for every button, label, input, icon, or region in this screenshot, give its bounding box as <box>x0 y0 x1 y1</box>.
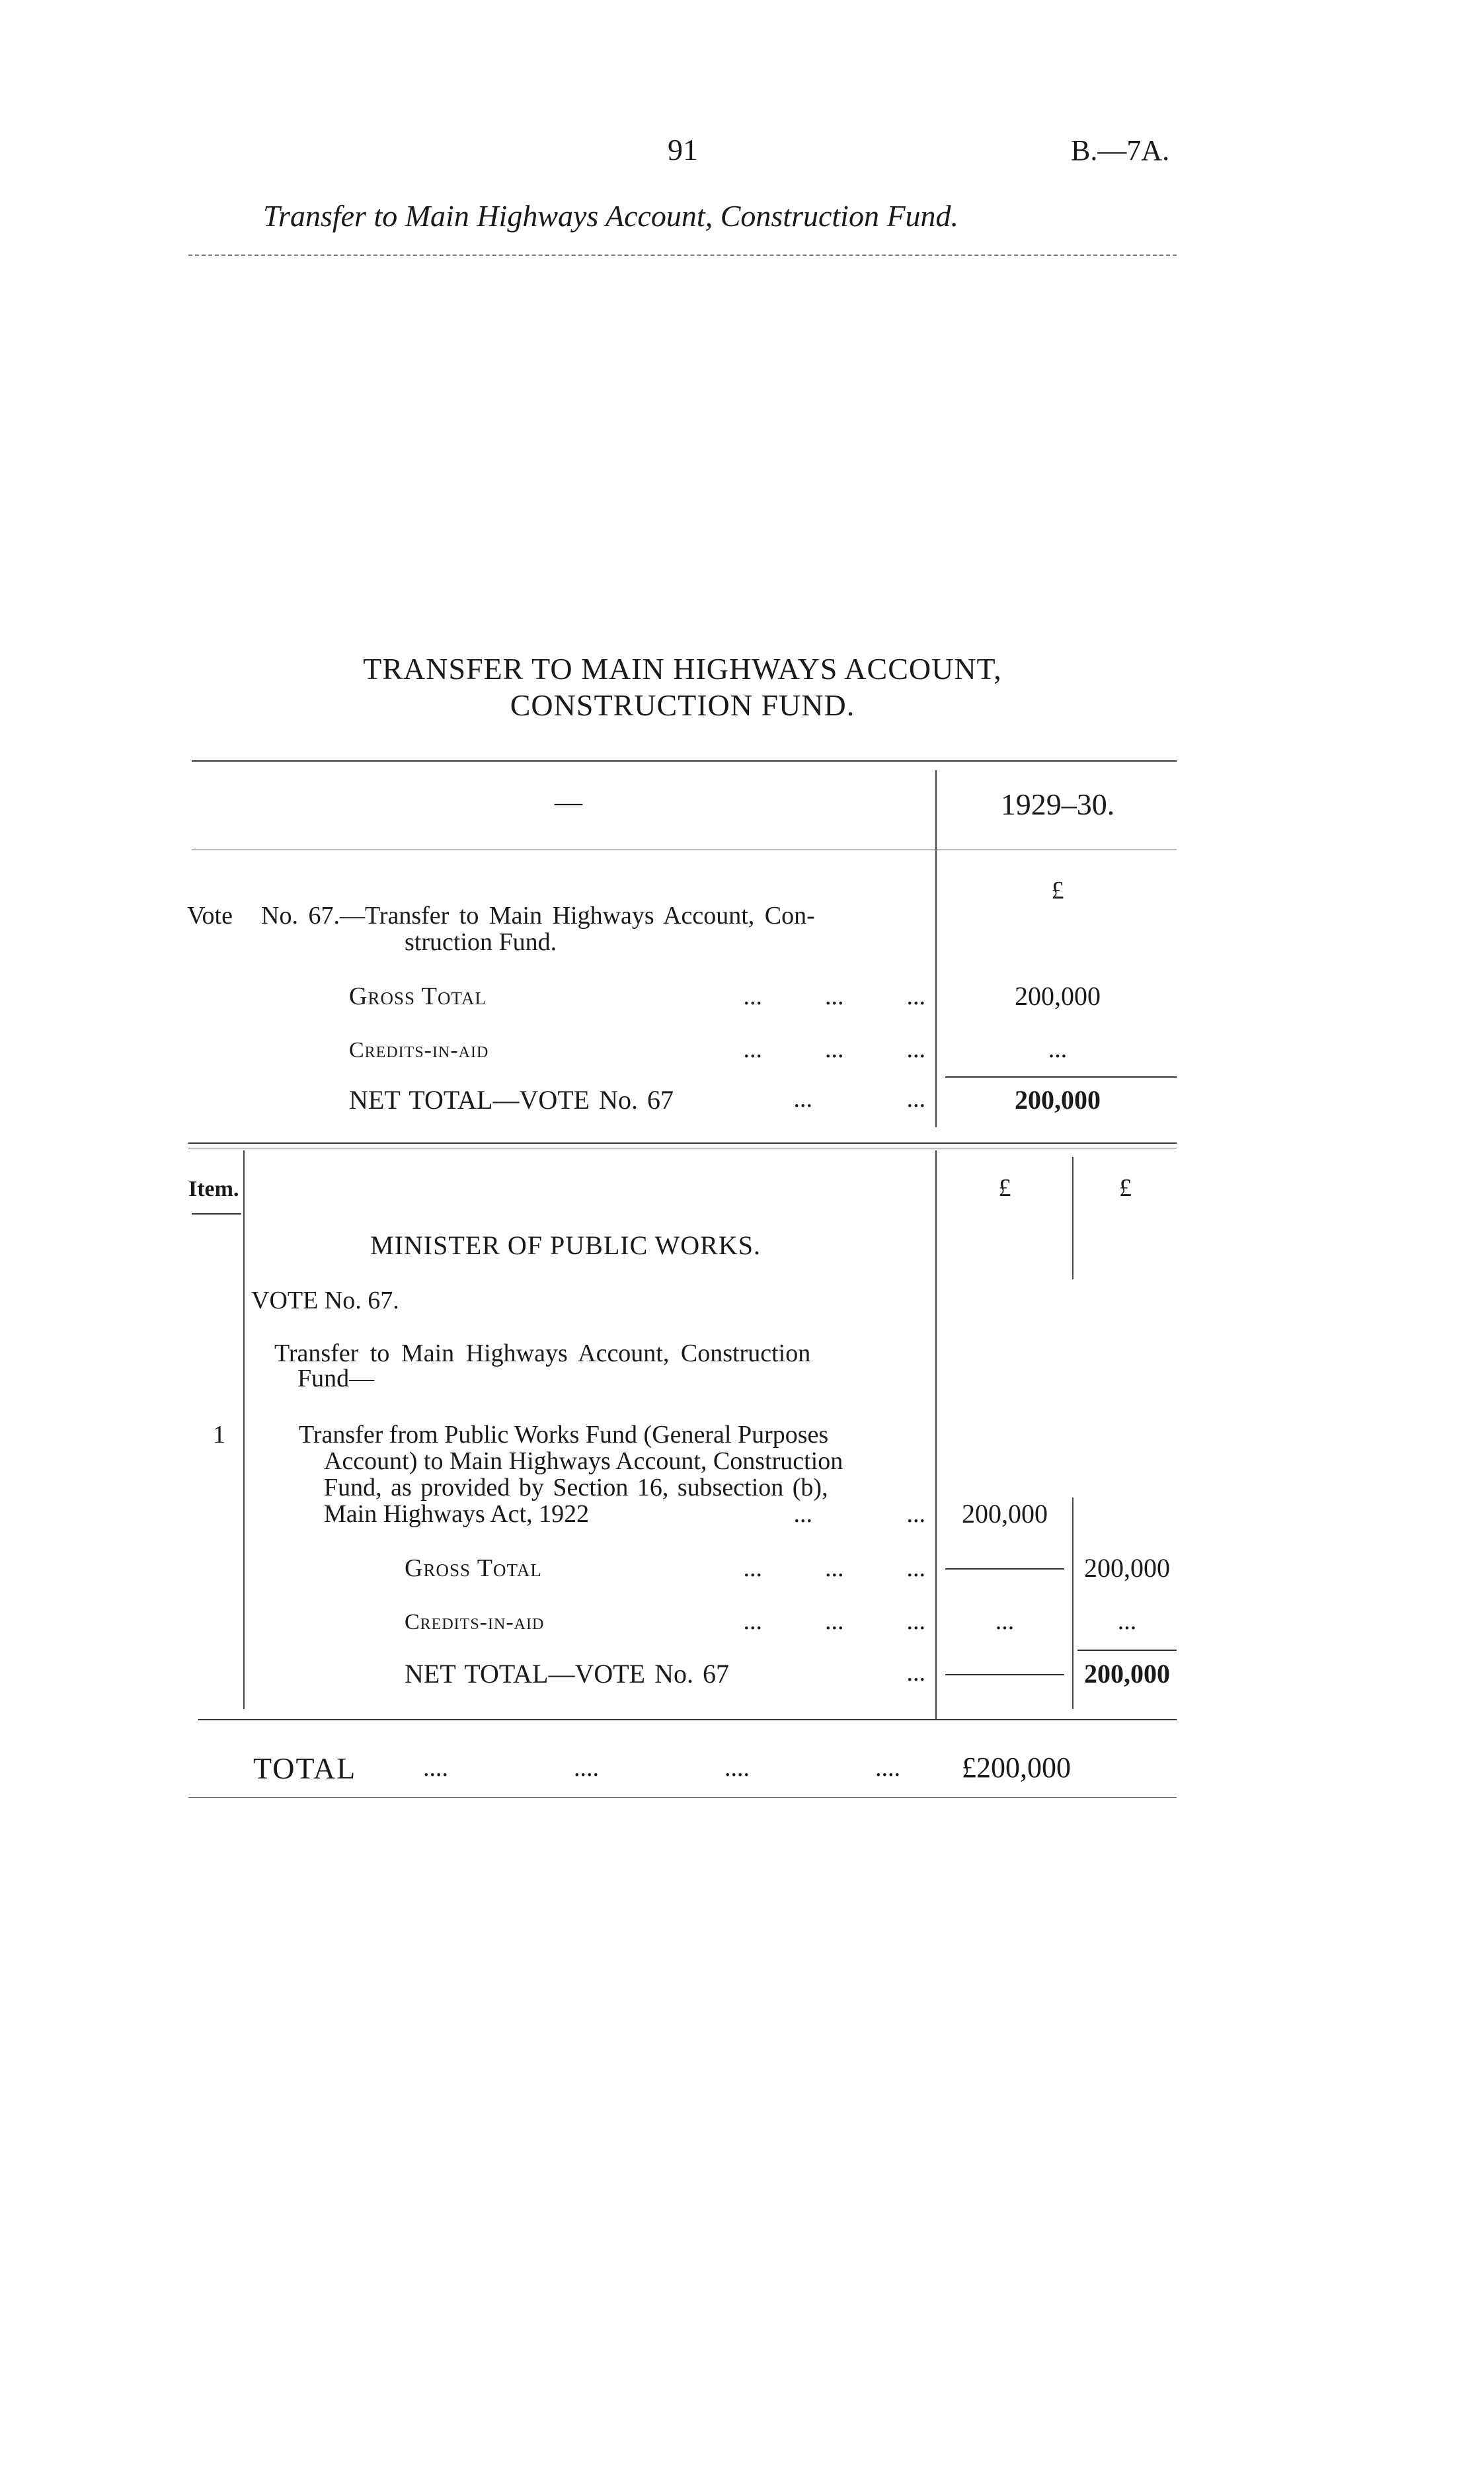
subhead-line-2: Fund— <box>297 1365 375 1392</box>
detail-gross-total-leader: ... ... ... <box>743 1554 925 1582</box>
vote-prefix: Vote <box>187 902 233 930</box>
summary-gross-total-label: Gross Total <box>349 982 487 1010</box>
running-title: Transfer to Main Highways Account, Construction Fund. <box>263 199 959 233</box>
item-description-line-3: Fund, as provided by Section 16, subsection (b), <box>324 1474 828 1501</box>
item-description-line-4: Main Highways Act, 1922 <box>324 1500 590 1528</box>
summary-gross-total-value: 200,000 <box>1015 981 1101 1011</box>
summary-credits-in-aid-label: Credits-in-aid <box>349 1038 489 1062</box>
item-amount: 200,000 <box>962 1499 1048 1529</box>
header-rule <box>188 255 1177 256</box>
item-column-header: Item. <box>188 1177 239 1201</box>
detail-net-total-label: NET TOTAL—VOTE No. 67 <box>405 1659 729 1689</box>
detail-credits-in-aid-label: Credits-in-aid <box>405 1610 545 1634</box>
main-title-line-1: TRANSFER TO MAIN HIGHWAYS ACCOUNT, <box>363 652 1002 686</box>
main-title-line-2: CONSTRUCTION FUND. <box>510 688 855 722</box>
summary-table-top-rule <box>192 760 1177 762</box>
item-leader: ... ... <box>793 1500 925 1528</box>
detail-credits-in-aid-col2: ... <box>1117 1607 1137 1635</box>
detail-amount-column-divider-lower <box>1072 1498 1074 1709</box>
vote-description-line-1: No. 67.—Transfer to Main Highways Account, Con- <box>261 902 815 930</box>
detail-net-total-rule <box>945 1674 1064 1675</box>
detail-net-total-rule-upper <box>1077 1650 1177 1651</box>
grand-total-label: TOTAL <box>253 1751 357 1785</box>
summary-credits-in-aid-leader: ... ... ... <box>743 1035 925 1063</box>
detail-currency-column-1: £ <box>998 1174 1011 1202</box>
page-number: 91 <box>668 133 698 167</box>
detail-net-total-value: 200,000 <box>1084 1659 1170 1689</box>
grand-total-value: £200,000 <box>962 1751 1071 1784</box>
summary-currency-symbol: £ <box>1051 877 1064 904</box>
detail-table-top-rule <box>188 1142 1177 1144</box>
summary-gross-total-leader: ... ... ... <box>743 982 925 1010</box>
grand-total-rule <box>188 1797 1177 1798</box>
detail-gross-total-rule <box>945 1568 1064 1570</box>
summary-net-total-label: NET TOTAL—VOTE No. 67 <box>349 1085 674 1115</box>
detail-item-column-divider <box>243 1150 245 1709</box>
vote-description-line-2: struction Fund. <box>405 928 557 956</box>
minister-heading: MINISTER OF PUBLIC WORKS. <box>370 1230 761 1260</box>
detail-gross-total-value: 200,000 <box>1084 1553 1170 1583</box>
summary-year-column-header: 1929–30. <box>1000 787 1115 821</box>
summary-label-column-header: — <box>555 787 582 818</box>
detail-gross-total-label: Gross Total <box>405 1554 542 1582</box>
detail-table-bottom-rule <box>198 1719 1177 1720</box>
document-reference: B.—7A. <box>1071 134 1170 167</box>
summary-net-total-leader: ... ... <box>793 1085 925 1113</box>
detail-credits-in-aid-col1: ... <box>995 1607 1015 1635</box>
detail-currency-column-2: £ <box>1119 1174 1132 1202</box>
summary-column-divider <box>935 770 937 1127</box>
detail-description-column-divider <box>935 1150 937 1719</box>
detail-net-total-leader: ... <box>906 1659 925 1687</box>
item-description-line-2: Account) to Main Highways Account, Construction <box>324 1447 843 1475</box>
subhead-line-1: Transfer to Main Highways Account, Construction <box>274 1339 811 1367</box>
summary-net-total-value: 200,000 <box>1015 1085 1101 1115</box>
item-number: 1 <box>213 1421 225 1449</box>
item-header-rule <box>192 1213 241 1215</box>
grand-total-dots: .... .... .... .... <box>423 1754 900 1782</box>
detail-credits-in-aid-leader: ... ... ... <box>743 1607 925 1635</box>
summary-net-total-rule <box>945 1076 1177 1078</box>
item-description-line-1: Transfer from Public Works Fund (General Purposes <box>299 1421 829 1449</box>
summary-credits-in-aid-value: ... <box>1048 1035 1068 1063</box>
vote-heading: VOTE No. 67. <box>251 1287 399 1314</box>
detail-amount-column-divider-upper <box>1072 1157 1074 1279</box>
